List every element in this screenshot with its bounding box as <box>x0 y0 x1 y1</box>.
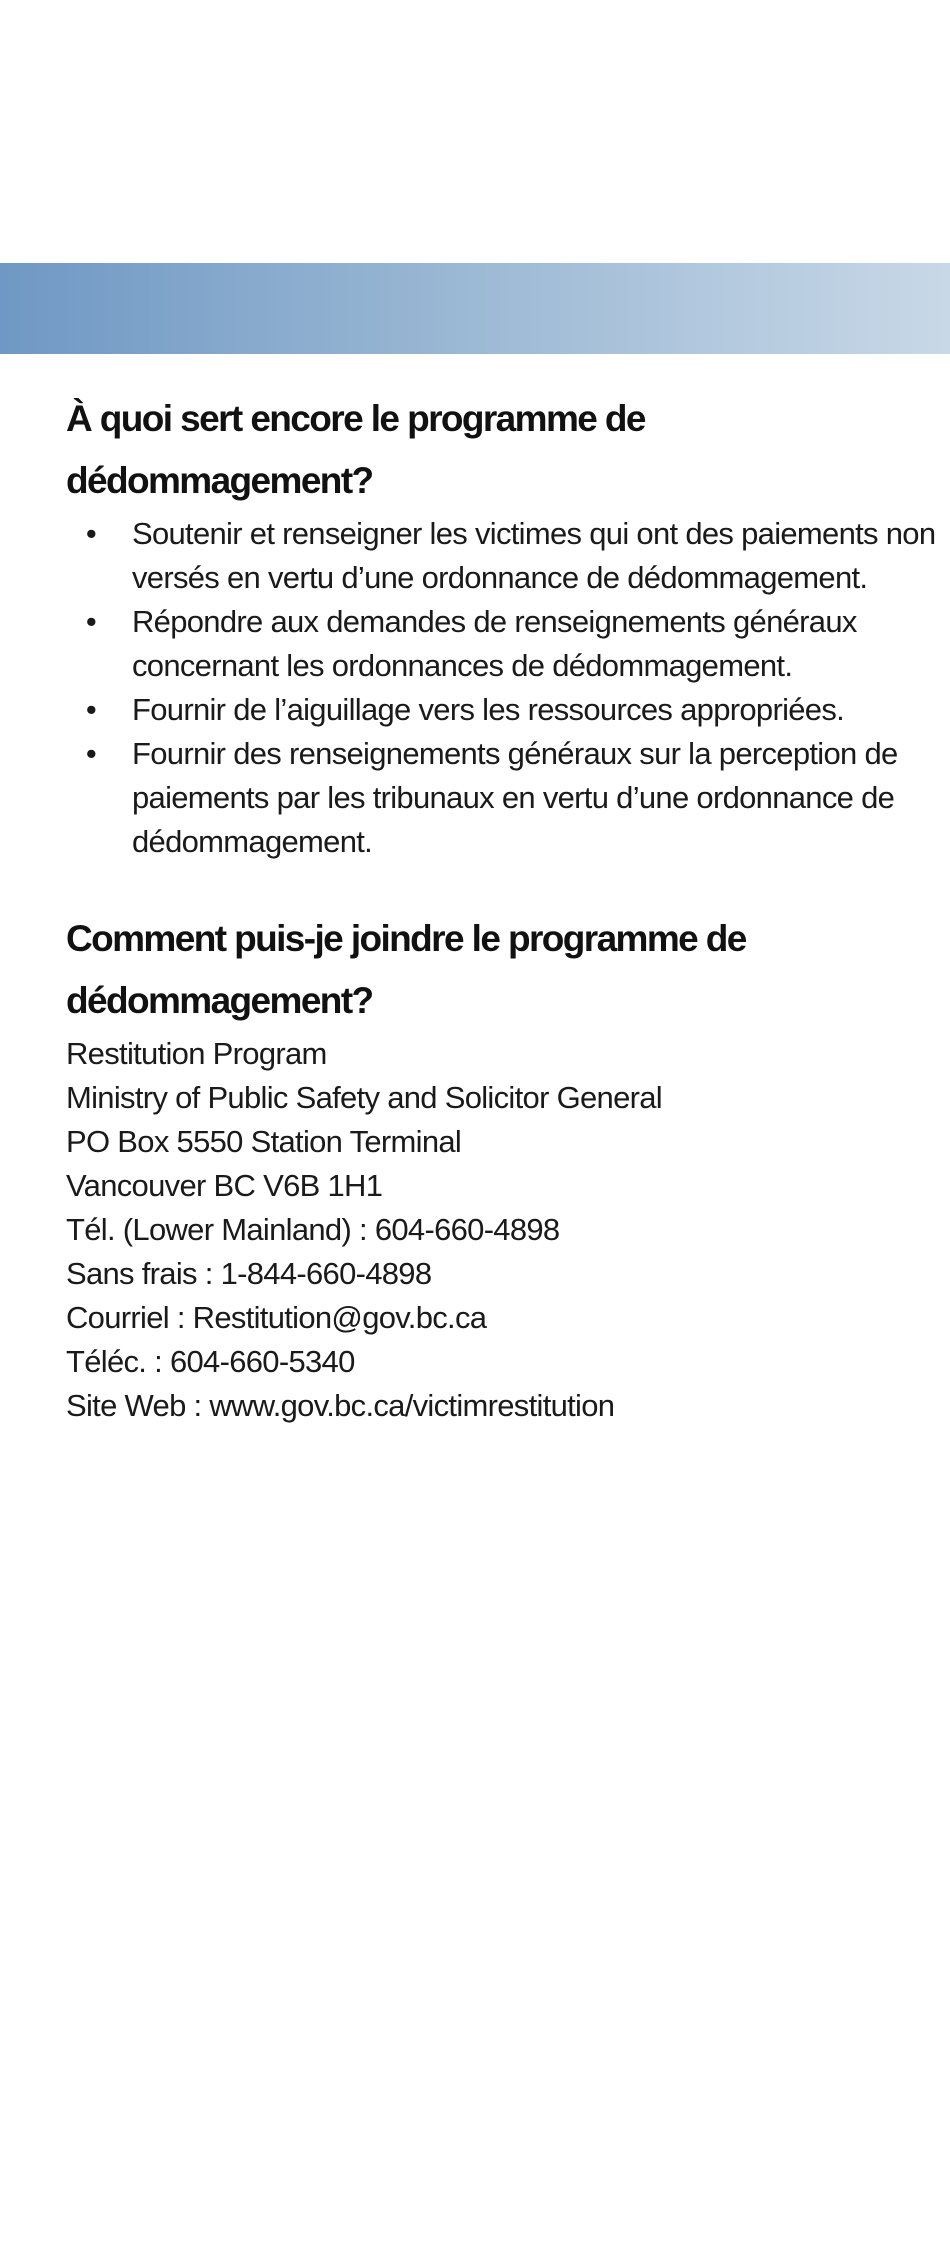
contact-phone: Tél. (Lower Mainland) : 604-660-4898 <box>66 1212 560 1247</box>
contact-section <box>66 908 916 1428</box>
section2-heading-line1: Comment puis-je joindre le programme de <box>66 918 746 959</box>
section1-heading-line1: À quoi sert encore le programme de <box>66 398 645 439</box>
list-item-text: Fournir de l’aiguillage vers les ressources appropriées. <box>132 692 845 727</box>
header-banner <box>0 263 950 354</box>
bullet-icon: • <box>85 604 97 639</box>
bullet-icon: • <box>85 736 97 771</box>
list-item-text: Répondre aux demandes de renseignements généraux concernant les ordonnances de dédommagement. <box>132 604 857 683</box>
purpose-list <box>66 512 936 864</box>
section2-heading <box>66 908 916 1032</box>
contact-toll-free: Sans frais : 1-844-660-4898 <box>66 1256 432 1291</box>
list-item-text: Fournir des renseignements généraux sur la perception de paiements par les tribunaux en vertu d’une ordonnance de dédommagement. <box>132 736 898 859</box>
contact-program-name: Restitution Program <box>66 1036 327 1071</box>
contact-ministry: Ministry of Public Safety and Solicitor General <box>66 1080 662 1115</box>
contact-website: Site Web : www.gov.bc.ca/victimrestitution <box>66 1388 615 1423</box>
list-item <box>66 688 950 732</box>
bullet-icon: • <box>85 692 97 727</box>
section1-heading <box>66 388 916 512</box>
list-item <box>66 732 950 864</box>
list-item <box>66 600 950 688</box>
contact-email: Courriel : Restitution@gov.bc.ca <box>66 1300 487 1335</box>
section2-heading-line2: dédommagement? <box>66 980 373 1021</box>
contact-po-box: PO Box 5550 Station Terminal <box>66 1124 462 1159</box>
main-content <box>66 388 936 1428</box>
list-item <box>66 512 950 600</box>
bullet-icon: • <box>85 516 97 551</box>
contact-city: Vancouver BC V6B 1H1 <box>66 1168 383 1203</box>
contact-fax: Téléc. : 604-660-5340 <box>66 1344 355 1379</box>
section1-heading-line2: dédommagement? <box>66 460 373 501</box>
list-item-text: Soutenir et renseigner les victimes qui ont des paiements non versés en vertu d’une ordonnance de dédommagement. <box>132 516 936 595</box>
